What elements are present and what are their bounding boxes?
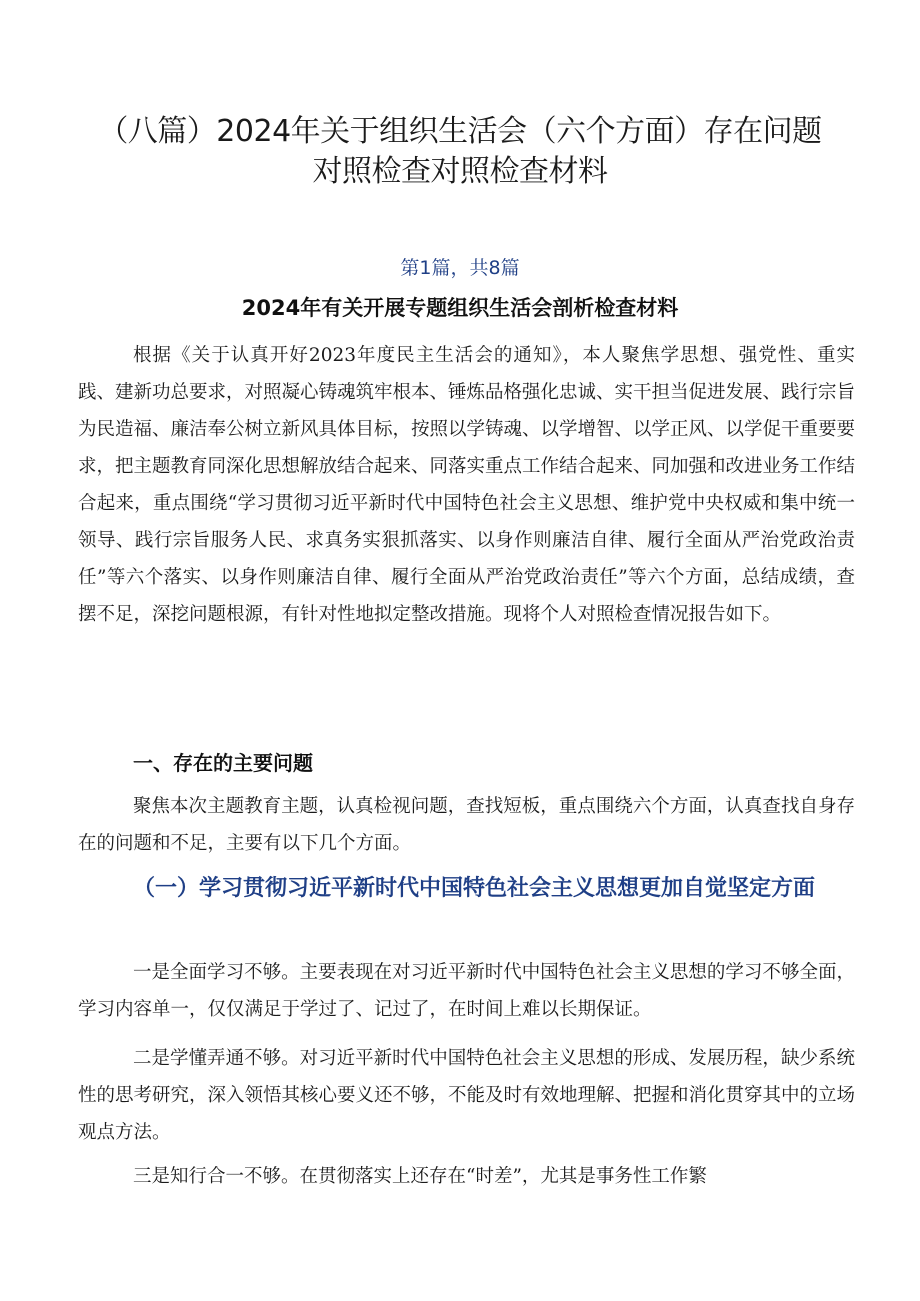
point-2-paragraph: 二是学懂弄通不够。对习近平新时代中国特色社会主义思想的形成、发展历程，缺少系统性的思考研究，深入领悟其核心要义还不够，不能及时有效地理解、把握和消化贯穿其中的立场观点方法。	[78, 1048, 856, 1143]
section-intro-paragraph: 聚焦本次主题教育主题，认真检视问题，查找短板，重点围绕六个方面，认真查找自身存在的问题和不足，主要有以下几个方面。	[78, 796, 855, 854]
part-title: 2024年有关开展专题组织生活会剖析检查材料	[241, 296, 679, 320]
subsection-heading-1: （一）学习贯彻习近平新时代中国特色社会主义思想更加自觉坚定方面	[133, 876, 816, 901]
point-1-paragraph: 一是全面学习不够。主要表现在对习近平新时代中国特色社会主义思想的学习不够全面，学习内容单一，仅仅满足于学过了、记过了，在时间上难以长期保证。	[78, 962, 855, 1020]
part-label: 第1篇，共8篇	[400, 257, 520, 279]
point-3-paragraph: 三是知行合一不够。在贯彻落实上还存在“时差”，尤其是事务性工作繁	[133, 1166, 707, 1187]
section-heading-problems: 一、存在的主要问题	[133, 751, 313, 775]
intro-paragraph: 根据《关于认真开好2023年度民主生活会的通知》，本人聚焦学思想、强党性、重实践、建新功总要求，对照凝心铸魂筑牢根本、锤炼品格强化忠诚、实干担当促进发展、践行宗旨为民造福、廉洁奉公树立新风具体目标，按照以学铸魂、以学增智、以学正风、以学促干重要要求，把主题教育同深化思想解放结合起来、同落实重点工作结合起来、同加强和改进业务工作结合起来，重点围绕“学习贯彻习近平新时代中国特色社会主义思想、维护党中央权威和集中统一领导、践行宗旨服务人民、求真务实狠抓落实、以身作则廉洁自律、履行全面从严治党政治责任”等六个落实、以身作则廉洁自律、履行全面从严治党政治责任”等六个方面，总结成绩，查摆不足，深挖问题根源，有针对性地拟定整改措施。现将个人对照检查情况报告如下。	[78, 345, 856, 625]
document-title-line-2: 对照检查对照检查材料	[312, 154, 608, 189]
document-title-line-1: （八篇）2024年关于组织生活会（六个方面）存在问题	[98, 114, 822, 149]
